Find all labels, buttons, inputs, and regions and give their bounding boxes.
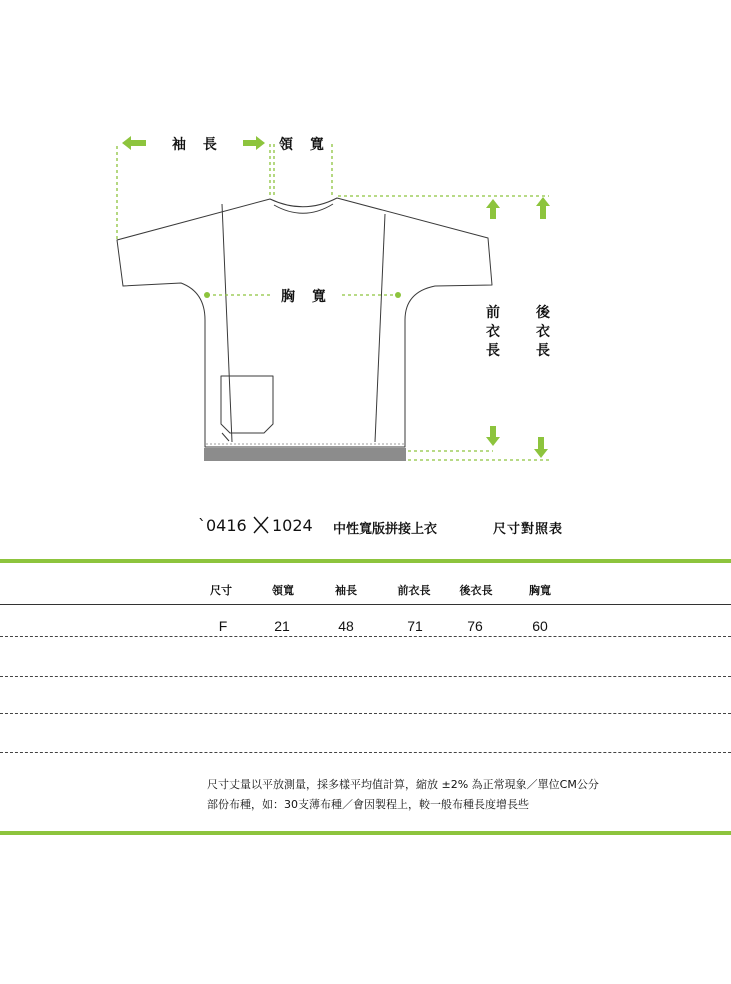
chest-width-label: 胸 寬 — [279, 286, 334, 306]
cell-back-length: 76 — [467, 618, 483, 634]
header-size: 尺寸 — [210, 584, 232, 597]
arrow-up-icon — [536, 197, 550, 219]
arrow-down-icon — [534, 437, 548, 458]
chest-point-right — [395, 292, 401, 298]
neck-width-label: 領 寬 — [279, 137, 330, 153]
row-divider — [0, 636, 731, 637]
arrow-up-icon — [486, 199, 500, 219]
front-length-label: 前 衣 長 — [486, 305, 500, 359]
cell-size: F — [218, 618, 228, 634]
hem-band — [204, 448, 406, 461]
row-divider — [0, 713, 731, 714]
size-chart-title: 尺寸對照表 — [493, 522, 564, 537]
panel-seam-right — [375, 214, 385, 442]
cell-sleeve-length: 48 — [338, 618, 354, 634]
tshirt-body — [117, 198, 492, 447]
garment-outline — [117, 198, 492, 447]
bottom-accent-rule — [0, 831, 731, 835]
arrow-right-icon — [243, 136, 265, 150]
fabric-note: 部份布種，如：30支薄布種／會因製程上，較一般布種長度增長些 — [207, 798, 529, 811]
header-front-length: 前衣長 — [397, 584, 431, 597]
header-back-length: 後衣長 — [459, 584, 493, 597]
times-icon — [253, 516, 269, 534]
header-rule — [0, 604, 731, 605]
cell-neck-width: 21 — [274, 618, 290, 634]
arrow-down-icon — [486, 426, 500, 446]
header-sleeve-length: 袖長 — [335, 584, 357, 597]
pocket-inner — [222, 433, 229, 441]
collar-inner — [274, 204, 333, 213]
top-accent-rule — [0, 559, 731, 563]
cell-front-length: 71 — [407, 618, 423, 634]
sleeve-length-label: 袖 長 — [172, 137, 223, 153]
product-code-prefix: `0416 — [198, 516, 247, 535]
panel-seam-left — [222, 204, 232, 442]
header-neck-width: 領寬 — [272, 584, 294, 597]
product-code-suffix: 1024 — [272, 516, 313, 535]
product-name: 中性寬版拼接上衣 — [333, 522, 438, 537]
header-chest-width: 胸寬 — [529, 584, 551, 597]
back-length-label: 後 衣 長 — [536, 305, 550, 359]
row-divider — [0, 676, 731, 677]
chest-point-left — [204, 292, 210, 298]
pocket — [221, 376, 273, 433]
cell-chest-width: 60 — [532, 618, 548, 634]
measurement-note: 尺寸丈量以平放測量，採多樣平均值計算，縮放 ±2% 為正常現象／單位CM公分 — [207, 778, 599, 791]
row-divider — [0, 752, 731, 753]
arrow-left-icon — [122, 136, 146, 150]
